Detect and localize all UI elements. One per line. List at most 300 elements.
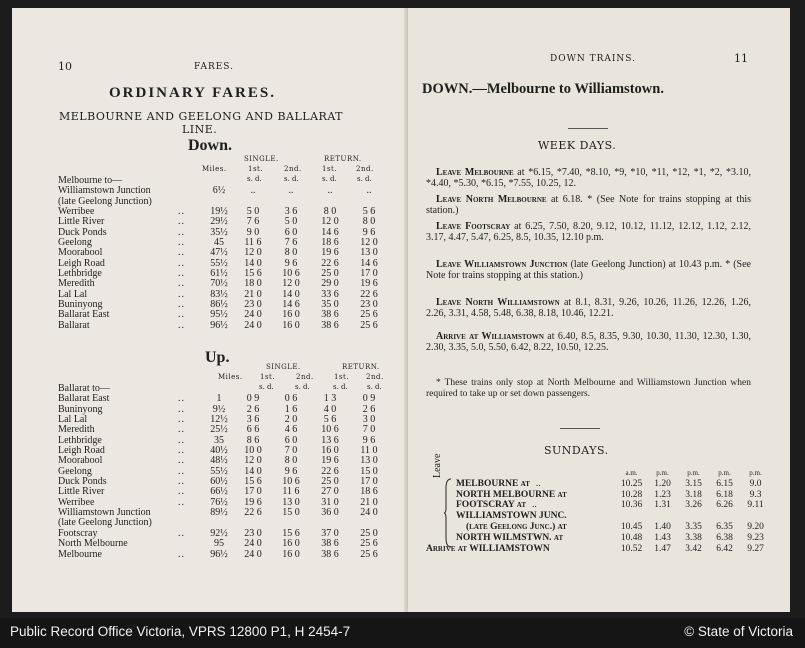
- sun-time-cell: 3.15: [685, 478, 702, 489]
- up-miles-header: Miles.: [218, 373, 243, 381]
- sun-time-cell: 9.0: [749, 478, 762, 489]
- sun-time-cell: 6.38: [716, 532, 733, 543]
- table-cell: ..: [178, 527, 185, 539]
- table-cell: 10 6: [321, 424, 339, 436]
- table-cell: Little River: [58, 216, 105, 228]
- archive-credit: Public Record Office Victoria, VPRS 12800 P1, H 2454-7: [10, 624, 351, 639]
- table-cell: 14 0: [282, 288, 300, 300]
- line-subtitle-1: MELBOURNE AND GEELONG AND BALLARAT: [59, 110, 343, 123]
- table-cell: ..: [178, 393, 185, 405]
- up-1st-header: 1st.: [260, 373, 276, 381]
- arrive-williamstown-label: Arrive at Williamstown: [436, 331, 544, 342]
- table-cell: 22 6: [321, 465, 339, 477]
- table-cell: 14 6: [321, 226, 339, 238]
- sun-col-1: a.m.: [625, 469, 638, 477]
- table-cell: 12½: [210, 414, 228, 426]
- sun-station-cell: FOOTSCRAY at ..: [456, 500, 537, 511]
- up-unit-4: s. d.: [367, 383, 382, 391]
- table-cell: 13 0: [360, 247, 378, 259]
- table-cell: 45: [214, 237, 224, 249]
- table-cell: 15 0: [282, 507, 300, 519]
- archive-footer: [0, 618, 805, 648]
- table-cell: ..: [178, 299, 185, 311]
- sun-time-cell: 9.20: [747, 521, 764, 532]
- table-cell: ..: [178, 476, 185, 488]
- table-cell: ..: [178, 288, 185, 300]
- leave-melbourne-label: Leave Melbourne: [436, 167, 514, 178]
- leave-north-williamstown-paragraph: [426, 298, 751, 319]
- sun-time-cell: 6.35: [716, 521, 733, 532]
- table-cell: ..: [178, 445, 185, 457]
- table-cell: ..: [178, 206, 185, 218]
- sun-time-cell: 9.27: [747, 543, 764, 554]
- table-cell: 10 6: [282, 476, 300, 488]
- table-cell: ..: [178, 424, 185, 436]
- table-cell: 10 6: [282, 268, 300, 280]
- table-cell: 24 0: [244, 538, 262, 550]
- table-cell: ..: [178, 226, 185, 238]
- sun-time-cell: 10.48: [620, 532, 643, 543]
- leave-footscray-times: at 6.25, 7.50, 8.20, 9.12, 10.12, 11.12, 12.12, 1.12, 2.12, 3.17, 4.47, 5.47, 6.25, 8.5, 10.35, 12.10 p.m.: [426, 221, 751, 243]
- table-cell: 18 6: [321, 237, 339, 249]
- table-cell: 8 0: [284, 455, 298, 467]
- sun-station-cell: WILLIAMSTOWN JUNC.: [456, 511, 567, 522]
- table-cell: Williamstown Junction: [58, 185, 151, 197]
- arrive-williamstown-times: at 6.40, 8.5, 8.35, 9.30, 10.30, 11.30, 12.30, 1.30, 2.30, 3.35, 5.0, 5.50, 6.42, 8.22, 10.50, 12.25.: [426, 331, 751, 353]
- table-cell: 38 6: [321, 309, 339, 321]
- table-cell: 19 6: [244, 496, 262, 508]
- table-cell: 17 0: [360, 476, 378, 488]
- table-row: [426, 490, 771, 501]
- table-cell: 48½: [210, 455, 228, 467]
- sun-time-cell: 10.45: [620, 521, 643, 532]
- table-cell: Lal Lal: [58, 414, 88, 426]
- table-cell: 11 6: [282, 486, 300, 498]
- up-single-header: SINGLE.: [266, 363, 301, 371]
- table-row: [426, 522, 771, 533]
- sundays-table: [426, 468, 771, 554]
- table-cell: Footscray: [58, 527, 98, 539]
- leave-williamstown-junction-paragraph: [426, 260, 751, 281]
- table-cell: 5 6: [362, 206, 376, 218]
- sun-time-cell: 9.11: [747, 500, 764, 511]
- sun-time-cell: 3.26: [685, 500, 702, 511]
- table-cell: [178, 508, 204, 518]
- sun-time-cell: [709, 511, 740, 522]
- table-cell: 5 0: [246, 206, 260, 218]
- table-row: [58, 550, 388, 560]
- table-cell: (late Geelong Junction): [58, 195, 152, 207]
- sun-time-cell: 1.40: [654, 521, 671, 532]
- sundays-heading: SUNDAYS.: [544, 444, 609, 457]
- table-cell: ..: [178, 237, 185, 249]
- table-cell: 12 0: [244, 455, 262, 467]
- table-cell: 40½: [210, 445, 228, 457]
- left-running-head: FARES.: [194, 62, 235, 72]
- table-row: [58, 321, 388, 331]
- table-cell: 5 0: [284, 216, 298, 228]
- sun-station-cell: Arrive at WILLIAMSTOWN: [426, 543, 550, 554]
- table-cell: 8 0: [362, 216, 376, 228]
- table-cell: 9 6: [284, 257, 298, 269]
- table-cell: 23 0: [244, 527, 262, 539]
- table-cell: ..: [178, 548, 185, 560]
- table-cell: Melbourne: [58, 548, 102, 560]
- down-1st-header: 1st.: [248, 165, 264, 173]
- table-cell: 55½: [210, 465, 228, 477]
- table-cell: 96½: [210, 548, 228, 560]
- sun-col-3: p.m.: [687, 469, 700, 477]
- table-cell: 22 6: [321, 257, 339, 269]
- table-cell: 0 9: [362, 393, 376, 405]
- up-return-header: RETURN.: [342, 363, 380, 371]
- table-cell: 24 0: [244, 309, 262, 321]
- table-cell: 13 0: [282, 496, 300, 508]
- table-cell: Moorabool: [58, 247, 103, 259]
- sun-time-cell: 10.52: [620, 543, 643, 554]
- leave-vertical-label: Leave: [432, 453, 443, 478]
- line-subtitle-2: LINE.: [182, 123, 218, 136]
- sun-time-cell: 6.26: [716, 500, 733, 511]
- leave-north-melbourne-paragraph: [426, 195, 751, 216]
- table-cell: 14 6: [360, 257, 378, 269]
- sun-time-cell: 1.47: [654, 543, 671, 554]
- sun-time-cell: 6.18: [716, 489, 733, 500]
- table-cell: Ballarat East: [58, 309, 110, 321]
- table-cell: Ballarat to—: [58, 383, 110, 394]
- sun-col-4: p.m.: [718, 469, 731, 477]
- table-cell: Buninyong: [58, 299, 103, 311]
- table-cell: 19½: [210, 206, 228, 218]
- down-unit-3: s. d.: [322, 175, 337, 183]
- table-cell: ..: [178, 247, 185, 259]
- table-cell: 9 6: [284, 465, 298, 477]
- table-cell: Melbourne to—: [58, 175, 123, 186]
- table-cell: 25 0: [360, 527, 378, 539]
- table-cell: 27 0: [321, 486, 339, 498]
- up-1st-return-header: 1st.: [334, 373, 350, 381]
- down-unit-2: s. d.: [284, 175, 299, 183]
- table-cell: 92½: [210, 527, 228, 539]
- title-rule: [568, 128, 608, 129]
- table-cell: 25 0: [321, 268, 339, 280]
- down-return-header: RETURN.: [324, 155, 362, 163]
- table-cell: 14 0: [244, 465, 262, 477]
- up-heading: Up.: [205, 349, 230, 366]
- table-cell: [178, 539, 204, 549]
- right-page: [408, 8, 790, 612]
- table-cell: 9 6: [362, 226, 376, 238]
- table-cell: 60½: [210, 476, 228, 488]
- table-cell: 2 0: [284, 414, 298, 426]
- down-single-header: SINGLE.: [244, 155, 279, 163]
- table-cell: ..: [178, 268, 185, 280]
- table-cell: 6 6: [246, 424, 260, 436]
- leave-footscray-label: Leave Footscray: [436, 221, 511, 232]
- table-cell: 12 0: [321, 216, 339, 228]
- up-fares-table: [58, 384, 388, 560]
- table-cell: 18 0: [244, 278, 262, 290]
- table-cell: 35: [214, 434, 224, 446]
- table-cell: 0 9: [246, 393, 260, 405]
- table-cell: 16 0: [321, 445, 339, 457]
- table-cell: Buninyong: [58, 403, 103, 415]
- table-cell: 25 6: [360, 538, 378, 550]
- table-cell: 7 6: [284, 237, 298, 249]
- table-cell: 47½: [210, 247, 228, 259]
- table-cell: 38 6: [321, 538, 339, 550]
- table-cell: 9 6: [362, 434, 376, 446]
- table-cell: 55½: [210, 257, 228, 269]
- table-cell: 61½: [210, 268, 228, 280]
- table-cell: Ballarat: [58, 319, 90, 331]
- table-cell: ..: [178, 319, 185, 331]
- table-cell: 15 6: [244, 268, 262, 280]
- right-running-head: DOWN TRAINS.: [550, 54, 636, 64]
- table-cell: 8 0: [323, 206, 337, 218]
- table-cell: 86½: [210, 299, 228, 311]
- table-cell: 1 6: [284, 403, 298, 415]
- copyright-notice: © State of Victoria: [684, 624, 793, 639]
- table-cell: 15 6: [244, 476, 262, 488]
- leave-footscray-paragraph: [426, 222, 751, 243]
- table-cell: 19 6: [321, 247, 339, 259]
- down-2nd-header: 2nd.: [284, 165, 302, 173]
- table-cell: ..: [178, 414, 185, 426]
- table-row: [426, 533, 771, 544]
- leave-north-melbourne-times: at 6.18. * (See Note for trains stopping at this station.): [426, 194, 751, 216]
- left-page: [12, 8, 408, 612]
- table-cell: ..: [178, 403, 185, 415]
- table-cell: Meredith: [58, 424, 95, 436]
- table-cell: 95: [214, 538, 224, 550]
- table-cell: Duck Ponds: [58, 476, 107, 488]
- table-cell: 25 6: [360, 309, 378, 321]
- up-unit-1: s. d.: [259, 383, 274, 391]
- table-cell: 3 6: [246, 414, 260, 426]
- table-cell: 9 0: [246, 226, 260, 238]
- sun-time-cell: [616, 511, 647, 522]
- down-trains-title: DOWN.—Melbourne to Williamstown.: [422, 81, 664, 97]
- leave-melbourne-times: at *6.15, *7.40, *8.10, *9, *10, *11, *12, *1, *2, *3.10, *4.40, *5.30, *6.15, *7.55, 10.25, 12.: [426, 167, 751, 189]
- table-cell: Werribee: [58, 206, 95, 218]
- table-cell: 23 0: [360, 299, 378, 311]
- down-fares-table: [58, 176, 388, 331]
- table-cell: 25 6: [360, 548, 378, 560]
- sun-station-cell: NORTH MELBOURNE at: [456, 489, 567, 500]
- table-cell: North Melbourne: [58, 538, 128, 550]
- down-2nd-return-header: 2nd.: [356, 165, 374, 173]
- sun-time-cell: 3.18: [685, 489, 702, 500]
- table-cell: 10 0: [244, 445, 262, 457]
- table-cell: 89½: [210, 507, 228, 519]
- table-cell: 38 6: [321, 319, 339, 331]
- table-cell: (late Geelong Junction): [58, 517, 152, 529]
- table-cell: 7 6: [246, 216, 260, 228]
- leave-melbourne-paragraph: [426, 168, 751, 189]
- table-cell: ..: [178, 465, 185, 477]
- table-cell: ..: [178, 278, 185, 290]
- table-cell: 8 0: [284, 247, 298, 259]
- table-cell: 66½: [210, 486, 228, 498]
- table-cell: 11 6: [244, 237, 262, 249]
- table-cell: ..: [366, 185, 372, 197]
- table-row: [426, 544, 771, 555]
- table-cell: 95½: [210, 309, 228, 321]
- table-cell: ..: [178, 434, 185, 446]
- table-cell: 18 6: [360, 486, 378, 498]
- table-cell: 6½: [212, 185, 226, 197]
- table-cell: 9½: [212, 403, 226, 415]
- sun-time-cell: 9.23: [747, 532, 764, 543]
- table-row: [58, 539, 388, 549]
- sun-station-cell: NORTH WILMSTWN. at: [456, 532, 564, 543]
- down-1st-return-header: 1st.: [322, 165, 338, 173]
- table-cell: 16 0: [282, 548, 300, 560]
- book-spread: [12, 8, 790, 612]
- table-cell: Moorabool: [58, 455, 103, 467]
- down-unit-4: s. d.: [357, 175, 372, 183]
- sun-time-cell: 3.35: [685, 521, 702, 532]
- left-page-number: 10: [58, 60, 72, 73]
- table-cell: 15 6: [282, 527, 300, 539]
- sun-time-cell: 10.25: [620, 478, 643, 489]
- table-cell: [178, 176, 204, 186]
- leave-north-williamstown-times: at 8.1, 8.31, 9.26, 10.26, 11.26, 12.26, 1.26, 2.26, 3.31, 4.58, 5.48, 6.38, 8.18, 10.46, 12.21.: [426, 297, 751, 319]
- table-cell: Geelong: [58, 465, 92, 477]
- table-cell: 17 0: [244, 486, 262, 498]
- sun-col-2: p.m.: [656, 469, 669, 477]
- sun-station-cell: (late Geelong Junc.) at: [466, 521, 567, 532]
- table-cell: Geelong: [58, 237, 92, 249]
- table-cell: 11 0: [360, 445, 378, 457]
- ordinary-fares-title: ORDINARY FARES.: [109, 85, 276, 101]
- arrive-williamstown-paragraph: [426, 332, 751, 353]
- table-cell: 12 0: [244, 247, 262, 259]
- sun-station-cell: MELBOURNE at ..: [456, 478, 541, 489]
- table-cell: 6 0: [284, 434, 298, 446]
- table-cell: 4 0: [323, 403, 337, 415]
- sun-time-cell: 10.28: [620, 489, 643, 500]
- table-cell: 3 6: [284, 206, 298, 218]
- table-cell: 24 0: [244, 319, 262, 331]
- table-cell: 24 0: [244, 548, 262, 560]
- table-cell: 96½: [210, 319, 228, 331]
- table-cell: ..: [178, 496, 185, 508]
- table-cell: 13 6: [321, 434, 339, 446]
- table-cell: 21 0: [360, 496, 378, 508]
- table-cell: 29 0: [321, 278, 339, 290]
- table-cell: 3 0: [362, 414, 376, 426]
- table-cell: 21 0: [244, 288, 262, 300]
- sun-time-cell: 1.20: [654, 478, 671, 489]
- table-cell: Ballarat East: [58, 393, 110, 405]
- sun-time-cell: [740, 511, 771, 522]
- table-cell: 2 6: [246, 403, 260, 415]
- table-row: [426, 479, 771, 490]
- table-cell: ..: [178, 309, 185, 321]
- table-cell: 5 6: [323, 414, 337, 426]
- table-cell: 23 0: [244, 299, 262, 311]
- table-cell: 25½: [210, 424, 228, 436]
- table-cell: 35½: [210, 226, 228, 238]
- down-miles-header: Miles.: [202, 165, 227, 173]
- table-cell: ..: [178, 455, 185, 467]
- table-cell: 12 0: [282, 278, 300, 290]
- up-2nd-header: 2nd.: [296, 373, 314, 381]
- table-cell: Little River: [58, 486, 105, 498]
- table-cell: 70½: [210, 278, 228, 290]
- table-cell: Werribee: [58, 496, 95, 508]
- table-cell: ..: [327, 185, 333, 197]
- table-cell: 15 0: [360, 465, 378, 477]
- sun-time-cell: 1.31: [654, 500, 671, 511]
- right-page-number: 11: [734, 52, 748, 65]
- table-cell: [178, 186, 204, 196]
- table-cell: Williamstown Junction: [58, 507, 151, 519]
- table-cell: Leigh Road: [58, 445, 105, 457]
- sun-time-cell: 1.43: [654, 532, 671, 543]
- table-cell: 22 6: [360, 288, 378, 300]
- sundays-rule: [560, 428, 600, 429]
- table-cell: 7 0: [284, 445, 298, 457]
- table-cell: Lethbridge: [58, 268, 102, 280]
- table-cell: 36 0: [321, 507, 339, 519]
- table-cell: Lethbridge: [58, 434, 102, 446]
- table-cell: ..: [288, 185, 294, 197]
- sun-time-cell: 6.42: [716, 543, 733, 554]
- table-cell: Meredith: [58, 278, 95, 290]
- sun-time-cell: [678, 511, 709, 522]
- table-cell: 6 0: [284, 226, 298, 238]
- table-cell: 29½: [210, 216, 228, 228]
- table-cell: 83½: [210, 288, 228, 300]
- table-cell: 1 3: [323, 393, 337, 405]
- leave-north-melbourne-label: Leave North Melbourne: [436, 194, 547, 205]
- table-cell: 16 0: [282, 319, 300, 331]
- sundays-header-row: [426, 468, 771, 479]
- sun-time-cell: [647, 511, 678, 522]
- table-cell: 17 0: [360, 268, 378, 280]
- table-cell: 38 6: [321, 548, 339, 560]
- sun-time-cell: 10.36: [620, 500, 643, 511]
- table-cell: 14 6: [282, 299, 300, 311]
- up-2nd-return-header: 2nd.: [366, 373, 384, 381]
- table-cell: 33 6: [321, 288, 339, 300]
- table-cell: 2 6: [362, 403, 376, 415]
- table-cell: 12 0: [360, 237, 378, 249]
- table-cell: ..: [250, 185, 256, 197]
- table-cell: 13 0: [360, 455, 378, 467]
- table-cell: 4 6: [284, 424, 298, 436]
- sun-time-cell: 1.23: [654, 489, 671, 500]
- table-cell: ..: [178, 216, 185, 228]
- down-heading: Down.: [188, 137, 233, 154]
- table-cell: ..: [178, 257, 185, 269]
- table-cell: 7 0: [362, 424, 376, 436]
- sun-time-cell: 6.15: [716, 478, 733, 489]
- table-cell: 19 6: [360, 278, 378, 290]
- leave-williamstown-junction-times: (late Geelong Junction) at 10.43 p.m. * (See Note for trains stopping at this station.): [426, 259, 751, 281]
- table-cell: Duck Ponds: [58, 226, 107, 238]
- sun-col-5: p.m.: [749, 469, 762, 477]
- table-row: [426, 500, 771, 511]
- table-cell: 16 0: [282, 538, 300, 550]
- table-cell: 24 0: [360, 507, 378, 519]
- table-cell: 1: [216, 393, 222, 405]
- sun-time-cell: 3.38: [685, 532, 702, 543]
- table-cell: 37 0: [321, 527, 339, 539]
